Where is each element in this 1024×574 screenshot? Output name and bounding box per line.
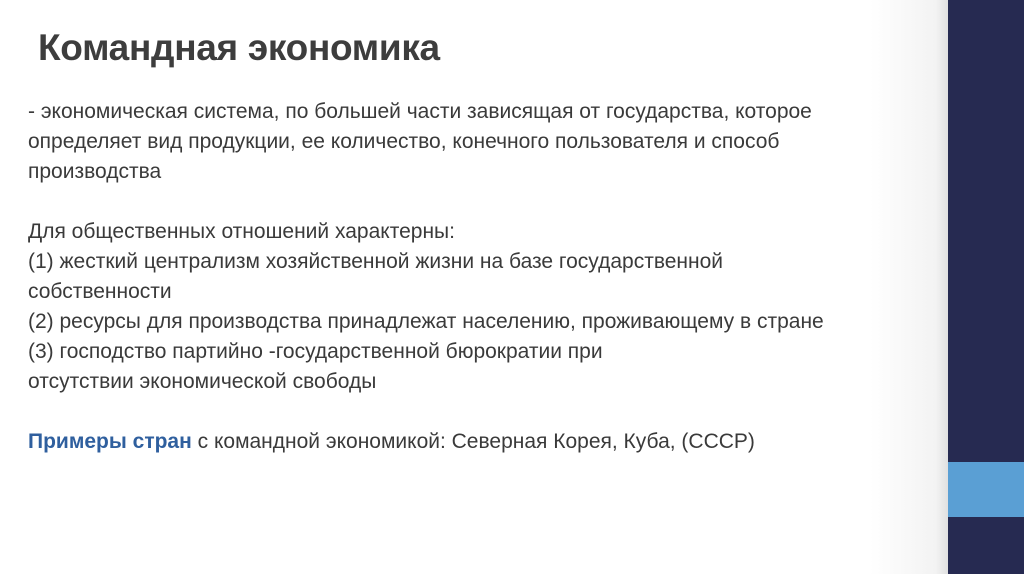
relations-item-1-line-2: собственности	[28, 280, 172, 303]
examples-line	[28, 427, 928, 457]
edge-shadow	[936, 0, 948, 574]
definition-line-2: определяет вид продукции, ее количество, конечного пользователя и способ	[28, 130, 780, 153]
slide-body	[28, 97, 928, 457]
examples-text: с командной экономикой: Северная Корея, Куба, (СССР)	[191, 430, 755, 453]
spacer	[28, 397, 928, 427]
relations-item-1-line-1: (1) жесткий централизм хозяйственной жизни на базе государственной	[28, 250, 724, 273]
decorative-accent-block	[948, 462, 1024, 517]
relations-item-2: (2) ресурсы для производства принадлежат населению, проживающему в стране	[28, 310, 824, 333]
slide-title: Командная экономика	[38, 27, 440, 68]
spacer	[28, 187, 928, 217]
definition-line-1: - экономическая система, по большей части зависящая от государства, которое	[28, 100, 812, 123]
examples-highlight: Примеры стран	[28, 430, 192, 453]
relations-heading: Для общественных отношений характерны:	[28, 220, 455, 243]
relations-item-3-line-2: отсутствии экономической свободы	[28, 370, 377, 393]
relations-item-3-line-1: (3) господство партийно -государственной бюрократии при	[28, 340, 603, 363]
definition-line-3: производства	[28, 160, 162, 183]
